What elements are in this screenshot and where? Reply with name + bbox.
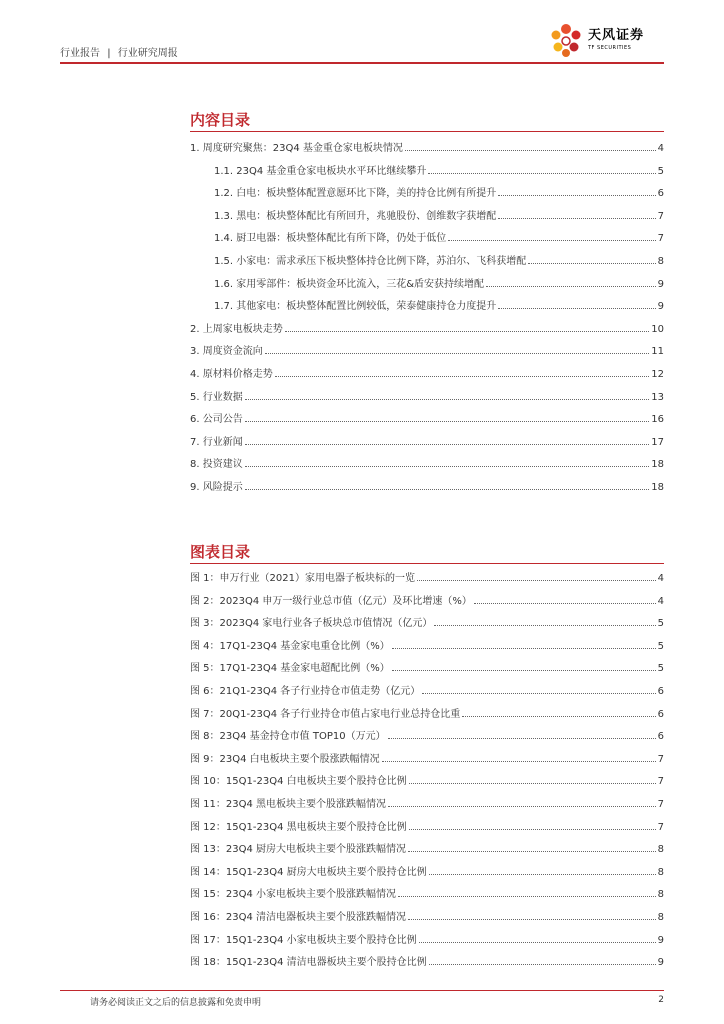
dot-leader [405,150,656,151]
dot-leader [388,738,656,739]
dot-leader [474,603,656,604]
toc-entry[interactable] [214,251,664,267]
toc-entry[interactable] [190,364,664,380]
entry-label: 1.2. 白电：板块整体配置意愿环比下降，美的持仓比例有所提升 [214,188,497,200]
figure-entry[interactable] [190,636,664,652]
entry-page-number: 9 [657,957,664,969]
dot-leader [422,693,655,694]
entry-label: 图 1：申万行业（2021）家用电器子板块标的一览 [190,573,415,584]
figure-entry[interactable] [190,862,664,878]
entry-page-number: 5 [657,663,664,675]
figure-entry[interactable] [190,568,664,584]
figure-entry[interactable] [190,771,664,787]
entry-label: 图 4：17Q1-23Q4 基金家电重仓比例（%） [190,640,390,652]
figure-entry[interactable] [190,817,664,833]
header-report-type: 行业研究周报 [117,48,178,59]
dot-leader [392,670,656,671]
entry-page-number: 6 [657,188,664,200]
entry-page-number: 7 [657,821,664,833]
dot-leader [486,286,656,287]
dot-leader [245,444,650,445]
entry-label: 图 6：21Q1-23Q4 各子行业持仓市值走势（亿元） [190,686,421,697]
entry-label: 图 3：2023Q4 家电行业各子板块总市值情况（亿元） [190,618,433,630]
brand-logo [542,18,662,62]
flower-logo-icon [546,20,586,60]
footer-disclaimer: 请务必阅读正文之后的信息披露和免责申明 [90,998,262,1008]
entry-label: 图 12：15Q1-23Q4 黑电板块主要个股持仓比例 [190,821,407,833]
entry-label: 图 8：23Q4 基金持仓市值 TOP10（万元） [190,731,386,743]
entry-label: 1.1. 23Q4 基金重仓家电板块水平环比继续攀升 [214,165,427,177]
entry-page-number: 9 [657,278,664,290]
figure-entry[interactable] [190,726,664,742]
entry-page-number: 8 [657,844,664,856]
dot-leader [408,851,656,852]
entry-page-number: 7 [657,233,664,245]
entry-page-number: 4 [657,573,664,584]
entry-page-number: 7 [657,210,664,222]
toc-entry[interactable] [190,138,664,154]
dot-leader [428,173,655,174]
entry-page-number: 16 [651,414,664,426]
entry-page-number: 8 [657,866,664,878]
dot-leader [419,942,656,943]
figure-entry[interactable] [190,839,664,855]
dot-leader [434,625,655,626]
entry-page-number: 8 [657,912,664,923]
entry-label: 图 18：15Q1-23Q4 清洁电器板块主要个股持仓比例 [190,957,427,969]
entry-label: 6. 公司公告 [190,414,243,426]
figure-entry[interactable] [190,681,664,697]
dot-leader [392,648,656,649]
toc-entry[interactable] [214,183,664,199]
dot-leader [417,580,656,581]
entry-label: 图 9：23Q4 白电板块主要个股涨跌幅情况 [190,753,380,765]
entry-label: 图 15：23Q4 小家电板块主要个股涨跌幅情况 [190,889,397,901]
entry-label: 图 7：20Q1-23Q4 各子行业持仓市值占家电行业总持仓比重 [190,708,461,720]
toc-entry[interactable] [190,432,664,448]
entry-label: 8. 投资建议 [190,459,243,471]
entry-page-number: 5 [657,165,664,177]
entry-label: 图 10：15Q1-23Q4 白电板块主要个股持仓比例 [190,776,407,788]
entry-page-number: 8 [657,889,664,901]
entry-label: 图 11：23Q4 黑电板块主要个股涨跌幅情况 [190,799,387,810]
figure-entry[interactable] [190,591,664,607]
toc-title-divider [190,131,664,132]
figure-entry[interactable] [190,952,664,968]
entry-page-number: 9 [657,934,664,946]
figure-entry[interactable] [190,930,664,946]
entry-page-number: 7 [657,753,664,765]
header-breadcrumb [60,44,178,59]
toc-entry[interactable] [190,341,664,357]
page-number: 2 [658,995,664,1005]
brand-name-cn: 天风证券 [588,28,645,43]
toc-entry[interactable] [214,274,664,290]
entry-page-number: 18 [651,482,664,493]
dot-leader [245,421,650,422]
entry-label: 3. 周度资金流向 [190,346,263,358]
entry-page-number: 6 [657,708,664,720]
entry-label: 图 2：2023Q4 申万一级行业总市值（亿元）及环比增速（%） [190,595,472,607]
entry-page-number: 5 [657,640,664,652]
entry-page-number: 7 [657,776,664,788]
figure-entry[interactable] [190,749,664,765]
entry-label: 1. 周度研究聚焦：23Q4 基金重仓家电板块情况 [190,143,403,154]
entry-page-number: 10 [651,323,664,335]
header-divider [60,62,664,64]
entry-page-number: 5 [657,618,664,630]
figure-entry[interactable] [190,884,664,900]
dot-leader [462,716,655,717]
entry-page-number: 8 [657,256,664,267]
entry-page-number: 6 [657,686,664,697]
entry-page-number: 18 [651,459,664,471]
entry-page-number: 6 [657,731,664,743]
figure-entry[interactable] [190,704,664,720]
entry-page-number: 7 [657,799,664,810]
dot-leader [409,829,656,830]
entry-label: 1.4. 厨卫电器：板块整体配比有所下降，仍处于低位 [214,233,447,245]
dot-leader [429,874,656,875]
entry-label: 5. 行业数据 [190,391,243,403]
entry-page-number: 9 [657,301,664,313]
entry-label: 1.3. 黑电：板块整体配比有所回升，兆驰股份、创维数字获增配 [214,210,497,222]
entry-label: 图 5：17Q1-23Q4 基金家电超配比例（%） [190,663,390,675]
toc-entry[interactable] [190,477,664,493]
dot-leader [408,919,656,920]
toc-entry[interactable] [214,161,664,177]
brand-name-en: TF SECURITIES [588,45,632,51]
toc-entry[interactable] [214,296,664,312]
entry-page-number: 4 [657,595,664,607]
header-separator: | [107,48,111,59]
footer-divider [60,990,664,991]
dot-leader [285,331,650,332]
dot-leader [429,964,656,965]
toc-title: 内容目录 [190,111,251,129]
figure-entry[interactable] [190,658,664,674]
entry-label: 4. 原材料价格走势 [190,369,273,380]
dot-leader [498,218,655,219]
figure-entry[interactable] [190,794,664,810]
dot-leader [275,376,650,377]
dot-leader [498,308,655,309]
figures-title-divider [190,563,664,564]
figure-entry[interactable] [190,907,664,923]
figure-entry[interactable] [190,613,664,629]
entry-page-number: 17 [651,436,664,448]
dot-leader [265,353,650,354]
entry-label: 9. 风险提示 [190,482,243,493]
dot-leader [498,195,655,196]
dot-leader [388,806,656,807]
toc-entry[interactable] [214,228,664,244]
dot-leader [245,466,650,467]
entry-label: 图 16：23Q4 清洁电器板块主要个股涨跌幅情况 [190,912,407,923]
entry-page-number: 4 [657,143,664,154]
entry-page-number: 11 [651,346,664,358]
toc-entry[interactable] [190,387,664,403]
entry-label: 图 14：15Q1-23Q4 厨房大电板块主要个股持仓比例 [190,866,427,878]
dot-leader [528,263,655,264]
entry-page-number: 12 [651,369,664,380]
entry-label: 1.5. 小家电：需求承压下板块整体持仓比例下降，苏泊尔、飞科获增配 [214,256,527,267]
toc-entry[interactable] [190,454,664,470]
entry-label: 1.6. 家用零部件：板块资金环比流入，三花&盾安获持续增配 [214,278,485,290]
dot-leader [245,399,650,400]
dot-leader [245,489,650,490]
entry-label: 7. 行业新闻 [190,436,243,448]
entry-label: 2. 上周家电板块走势 [190,323,283,335]
dot-leader [382,761,656,762]
entry-label: 1.7. 其他家电：板块整体配置比例较低，荣泰健康持仓力度提升 [214,301,497,313]
dot-leader [448,240,655,241]
dot-leader [409,783,656,784]
dot-leader [398,896,656,897]
header-category: 行业报告 [60,48,100,59]
toc-entry[interactable] [190,409,664,425]
toc-entry[interactable] [190,319,664,335]
entry-page-number: 13 [651,391,664,403]
toc-entry[interactable] [214,206,664,222]
entry-label: 图 13：23Q4 厨房大电板块主要个股涨跌幅情况 [190,844,407,856]
entry-label: 图 17：15Q1-23Q4 小家电板块主要个股持仓比例 [190,934,417,946]
figures-title: 图表目录 [190,543,251,561]
